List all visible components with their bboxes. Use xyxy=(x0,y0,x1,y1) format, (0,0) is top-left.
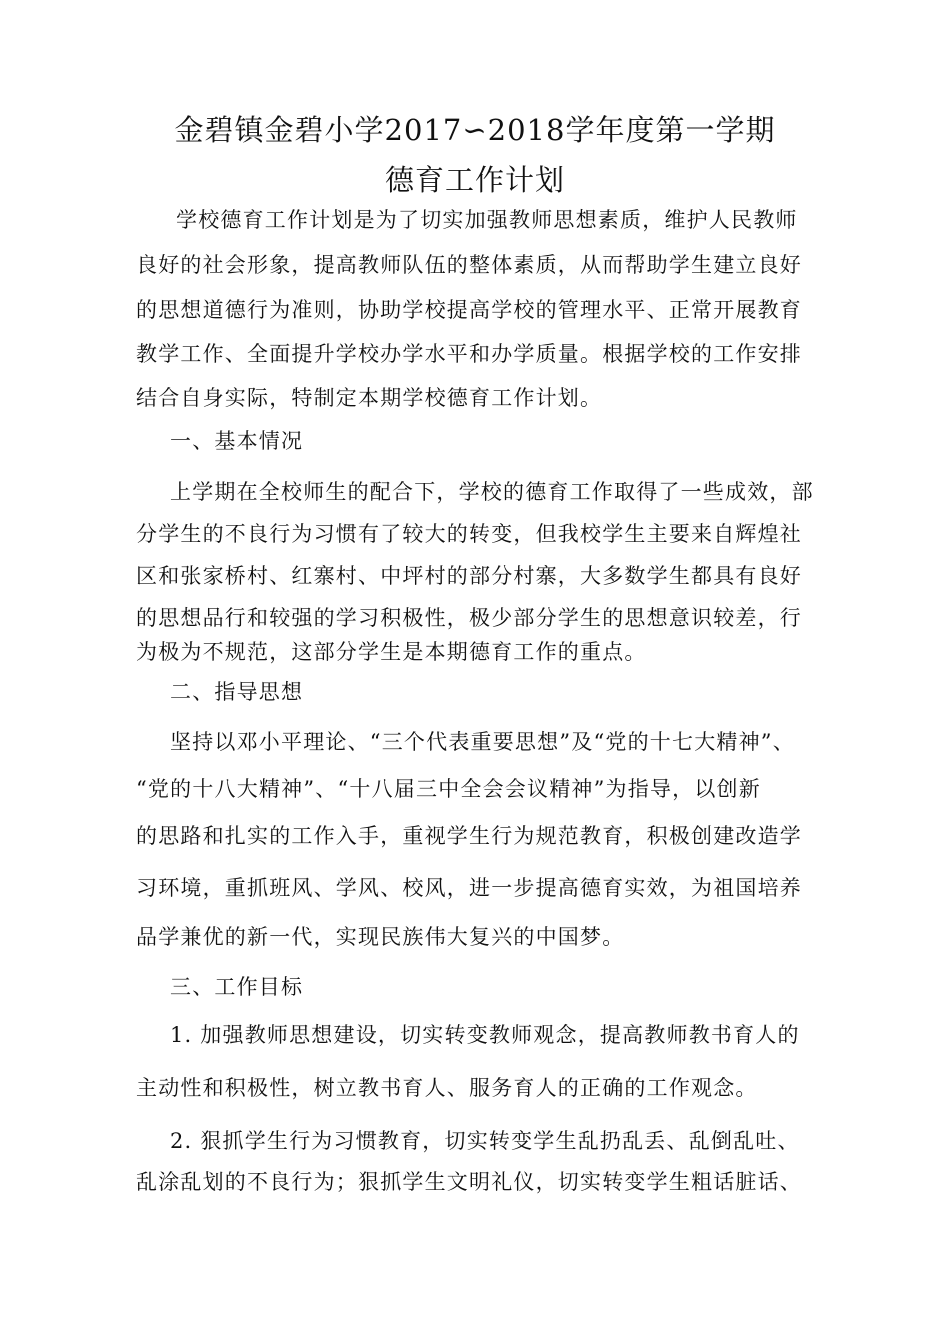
section-heading-guiding: 二、指导思想 xyxy=(170,680,304,704)
body-line: 坚持以邓小平理论、“三个代表重要思想”及“党的十七大精神”、 xyxy=(170,730,795,754)
body-line: 上学期在全校师生的配合下，学校的德育工作取得了一些成效，部 xyxy=(170,480,814,504)
body-line: 习环境，重抓班风、学风、校风，进一步提高德育实效，为祖国培养 xyxy=(136,876,802,900)
body-line: 的思路和扎实的工作入手，重视学生行为规范教育，积极创建改造学 xyxy=(136,824,802,848)
document-subtitle: 德育工作计划 xyxy=(384,163,565,197)
body-line: 区和张家桥村、红寨村、中坪村的部分村寨，大多数学生都具有良好 xyxy=(136,564,802,588)
goal-item-line: 2. 狠抓学生行为习惯教育，切实转变学生乱扔乱丢、乱倒乱吐、 xyxy=(170,1129,800,1153)
section-heading-basic: 一、基本情况 xyxy=(170,429,304,453)
intro-line: 教学工作、全面提升学校办学水平和办学质量。根据学校的工作安排 xyxy=(136,342,802,366)
goal-item-line: 乱涂乱划的不良行为；狠抓学生文明礼仪，切实转变学生粗话脏话、 xyxy=(136,1170,802,1194)
section-heading-goals: 三、工作目标 xyxy=(170,975,304,999)
intro-line: 结合自身实际，特制定本期学校德育工作计划。 xyxy=(136,386,603,410)
goal-item-line: 1. 加强教师思想建设，切实转变教师观念，提高教师教书育人的 xyxy=(170,1023,800,1047)
body-line: 的思想品行和较强的学习积极性，极少部分学生的思想意识较差，行 xyxy=(136,606,802,630)
document-title: 金碧镇金碧小学2017∽2018学年度第一学期 xyxy=(174,113,776,147)
goal-item-line: 主动性和积极性，树立教书育人、服务育人的正确的工作观念。 xyxy=(136,1076,758,1100)
intro-line: 的思想道德行为准则，协助学校提高学校的管理水平、正常开展教育 xyxy=(136,298,802,322)
body-line: “党的十八大精神”、“十八届三中全会会议精神”为指导，以创新 xyxy=(136,777,761,801)
body-line: 为极为不规范，这部分学生是本期德育工作的重点。 xyxy=(136,640,647,664)
body-line: 品学兼优的新一代，实现民族伟大复兴的中国梦。 xyxy=(136,925,625,949)
intro-line: 学校德育工作计划是为了切实加强教师思想素质，维护人民教师 xyxy=(176,208,798,232)
body-line: 分学生的不良行为习惯有了较大的转变，但我校学生主要来自辉煌社 xyxy=(136,522,802,546)
intro-line: 良好的社会形象，提高教师队伍的整体素质，从而帮助学生建立良好 xyxy=(136,253,802,277)
